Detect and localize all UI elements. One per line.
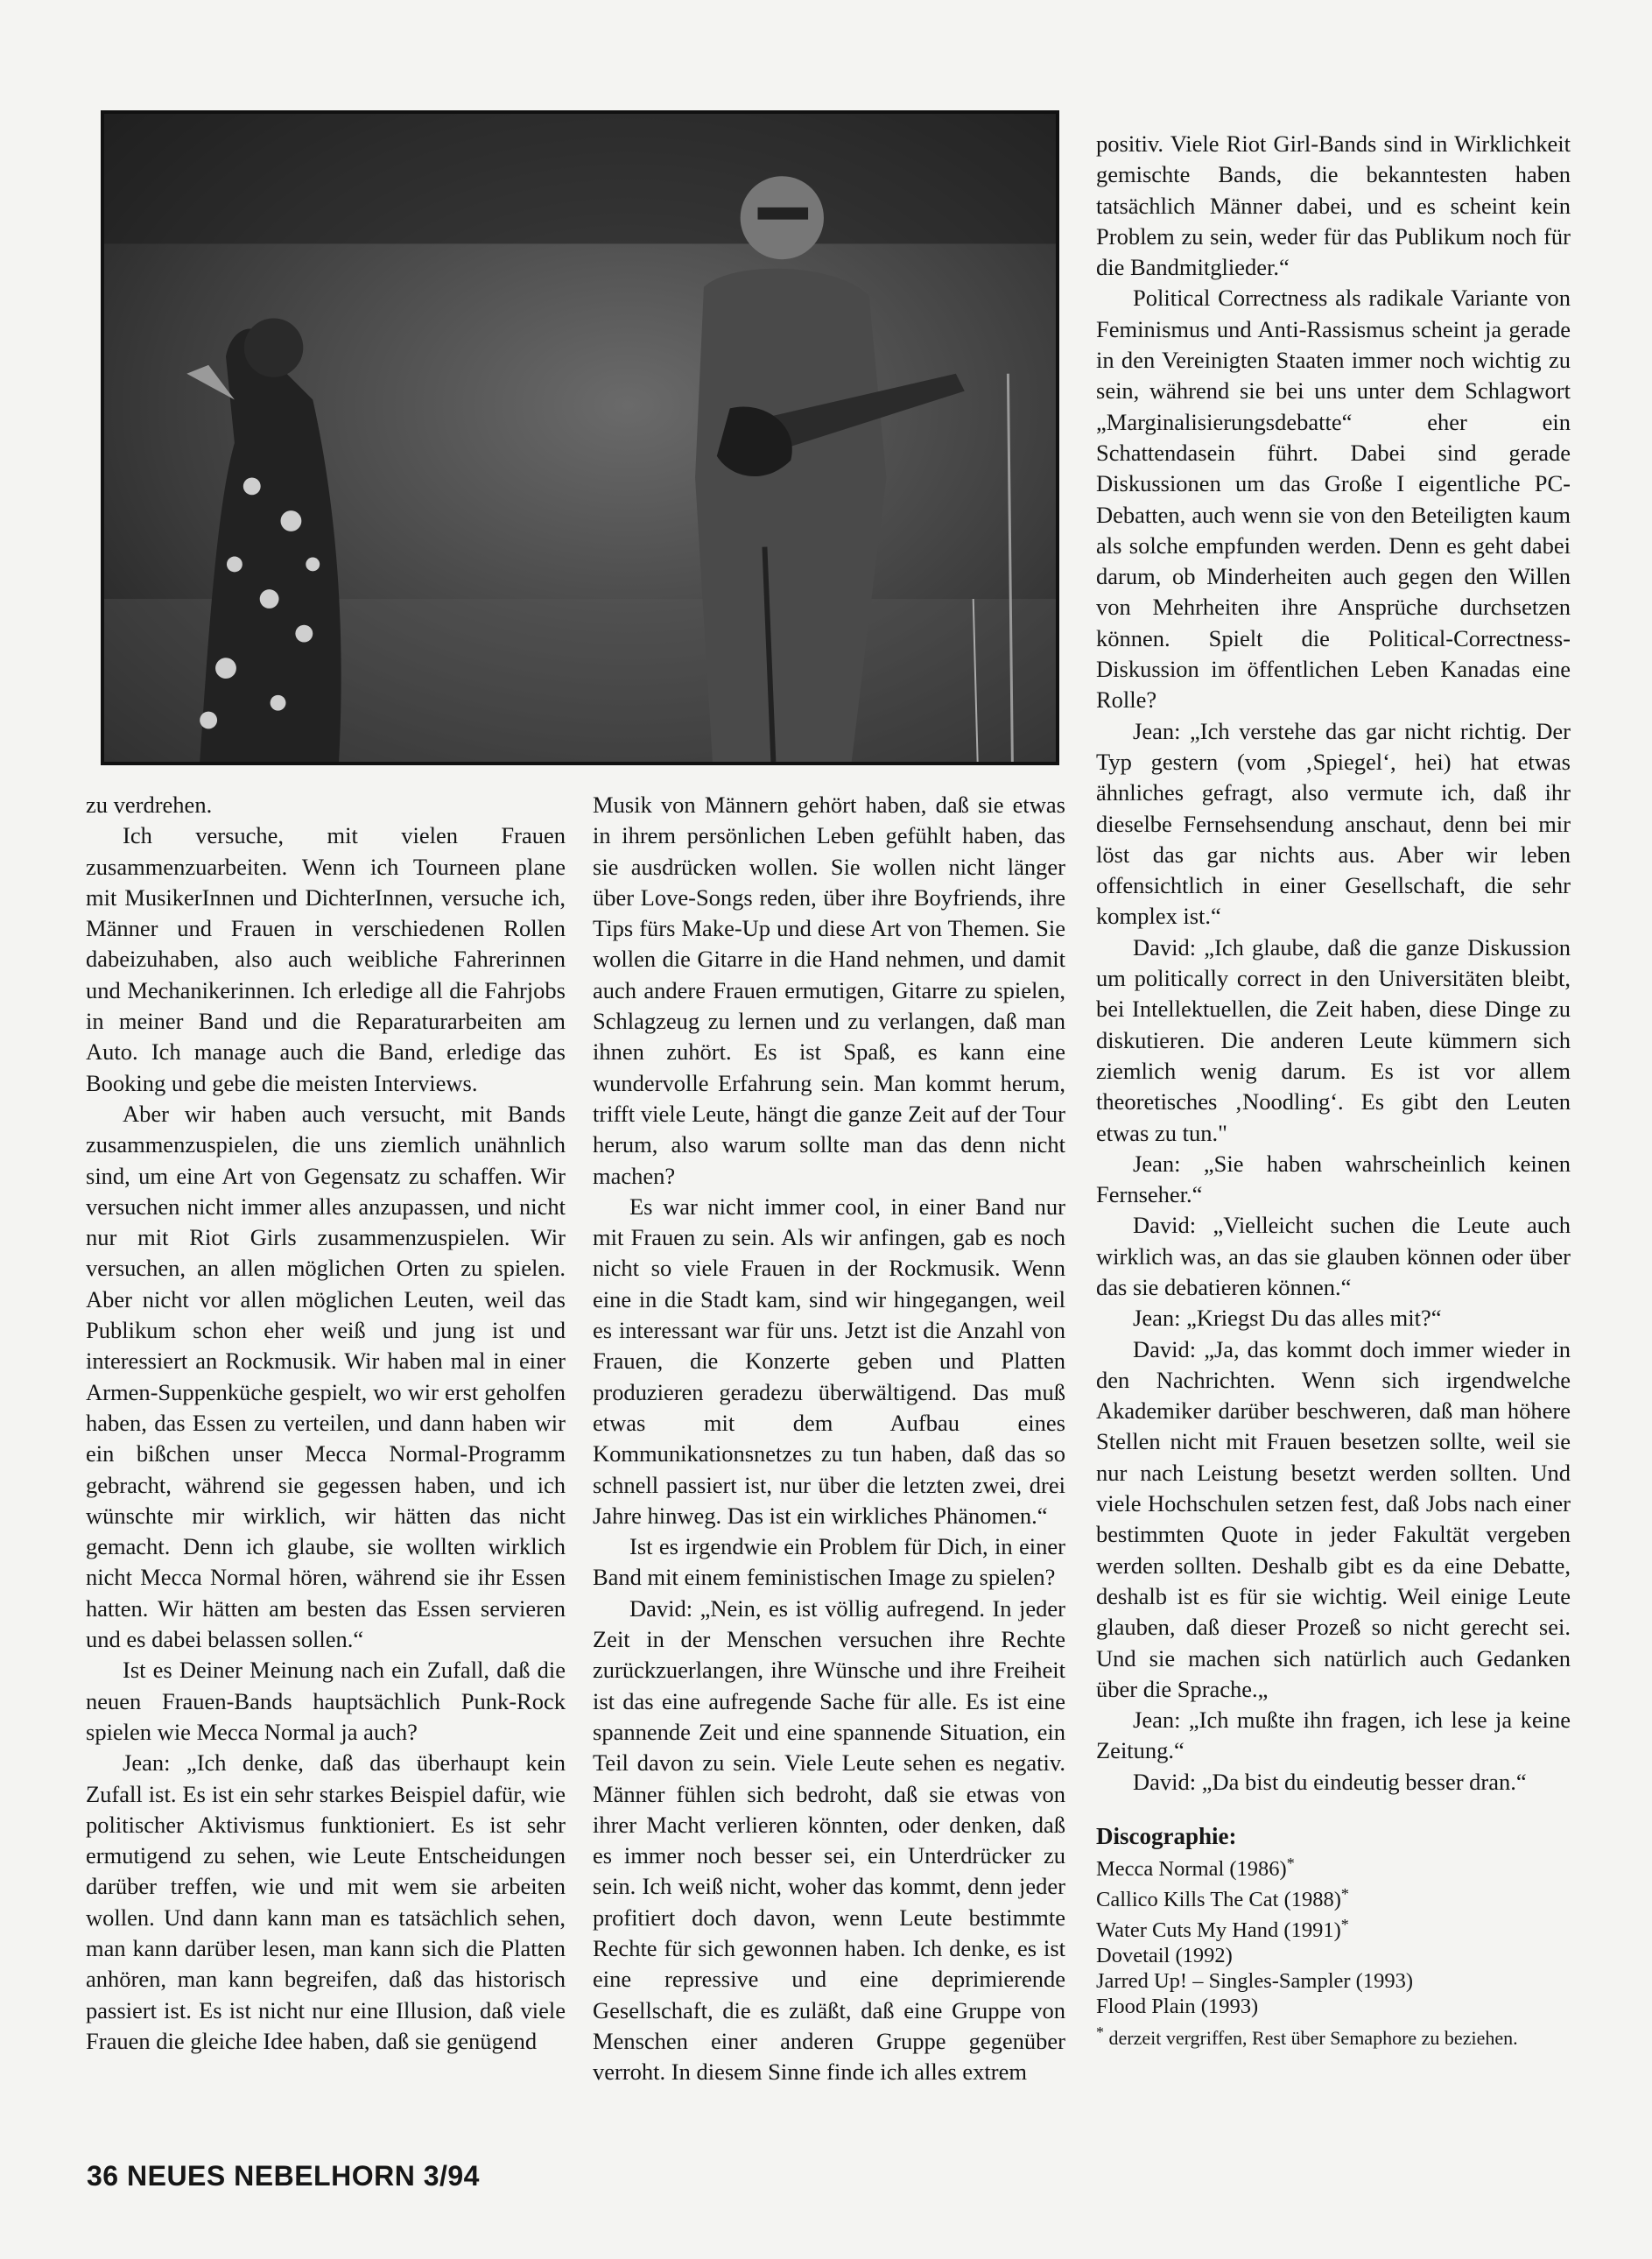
column-3 xyxy=(1096,129,1571,2050)
question: Ist es Deiner Meinung nach ein Zufall, daß die neuen Frauen-Bands hauptsächlich Punk-Rock spielen wie Mecca Normal ja auch? xyxy=(86,1657,566,1745)
discography-item xyxy=(1096,1968,1571,1994)
column-2 xyxy=(593,790,1065,2087)
discography-item-star: * xyxy=(1340,1885,1349,1904)
paragraph: Aber wir haben auch versucht, mit Bands zusammenzuspielen, die uns ziemlich unähnlich sind, um eine Art von Gegensatz zu schaffen. Wir versuchen nicht immer alles anzupassen, und nicht nur mit Riot Girls zusammenzuspielen. Wir versuchen, an allen möglichen Orten zu spielen. Aber nicht vor allen möglichen Leuten, weil das Publikum schon eher weiß und jung ist und interessiert an Rockmusik. Wir haben mal in einer Armen-Suppenküche gespielt, wo wir erst geholfen haben, das Essen zu verteilen, und dann haben wir ein bißchen unser Mecca Normal-Programm gebracht, während sie gegessen haben, und ich wünschte mir wirklich, wir hätten das nicht gemacht. Denn ich glaube, sie wollten wirklich nicht Mecca Normal hören, während sie ihr Essen hatten. Wir hätten am besten das Essen servieren und es dabei belassen sollen.“ xyxy=(86,1100,566,1653)
paragraph: Jean: „Kriegst Du das alles mit?“ xyxy=(1133,1305,1442,1332)
paragraph: David: „Vielleicht suchen die Leute auch wirklich was, an das sie glauben können oder über das sie debatieren können.“ xyxy=(1096,1212,1571,1300)
discography-item-text: Dovetail (1992) xyxy=(1096,1944,1233,1968)
page-footer: 36 NEUES NEBELHORN 3/94 xyxy=(87,2160,480,2192)
question: Political Correctness als radikale Variante von Feminismus und Anti-Rassismus scheint ja gerade in den Vereinigten Staaten immer noch wichtig zu sein, während sie bei uns unter dem Schlagwort „Marginalisierungsdebatte“ eher ein Schattendasein führt. Dabei sind gerade Diskussionen um das Große I eigentliche PC-Debatten, auch wenn sie von den Beteiligten kaum als solche empfunden werden. Denn es geht dabei darum, ob Minderheiten auch gegen den Willen von Mehrheiten ihre Ansprüche durchsetzen können. Spielt die Political-Correctness-Diskussion im öffentlichen Leben Kanadas eine Rolle? xyxy=(1096,285,1571,714)
discography-item xyxy=(1096,1882,1571,1912)
footnote-text: derzeit vergriffen, Rest über Semaphore zu beziehen. xyxy=(1104,2027,1518,2050)
paragraph: Jean: „Ich verstehe das gar nicht richtig. Der Typ gestern (vom ‚Spiegel‘, hei) hat etwas ähnliches gefragt, also vermute ich, daß ihr dieselbe Fernsehsendung anschaut, denn bei mir löst das gar nichts aus. Aber wir leben offensichtlich in einer Gesellschaft, die sehr komplex ist.“ xyxy=(1096,717,1571,930)
concert-photo xyxy=(101,110,1059,765)
paragraph: Ich versuche, mit vielen Frauen zusammenzuarbeiten. Wenn ich Tourneen plane mit MusikerInnen und DichterInnen, versuche ich, Männer und Frauen in verschiedenen Rollen dabeizuhaben, also auch weibliche Fahrerinnen und Mechanikerinnen. Ich erledige all die Fahrjobs in meiner Band und die Reparaturarbeiten am Auto. Ich manage auch die Band, erledige das Booking und gebe die meisten Interviews. xyxy=(86,822,566,1096)
discography-item-text: Flood Plain (1993) xyxy=(1096,1995,1259,2019)
discography-item-text: Jarred Up! – Singles-Sampler (1993) xyxy=(1096,1969,1413,1994)
paragraph: Musik von Männern gehört haben, daß sie etwas in ihrem persönlichen Leben gefühlt haben, das sie ausdrücken wollen. Sie wollen nicht länger über Love-Songs reden, über ihre Boyfriends, ihre Tips fürs Make-Up und diese Art von Themen. Sie wollen die Gitarre in die Hand nehmen, und damit auch andere Frauen ermutigen, Gitarre zu spielen, Schlagzeug zu lernen und zu verlangen, daß man ihnen zuhört. Es ist Spaß, es kann eine wundervolle Erfahrung sein. Man kommt herum, trifft viele Leute, hängt die ganze Zeit auf der Tour herum, also warum sollte man das denn nicht machen? xyxy=(593,792,1065,1189)
discography-item-text: Callico Kills The Cat (1988) xyxy=(1096,1888,1341,1912)
paragraph: David: „Ich glaube, daß die ganze Diskussion um politically correct in den Universitäten bleibt, bei Intellektuellen, die Zeit haben, diese Dinge zu diskutieren. Die anderen Leute kümmern sich ziemlich wenig darum. Es ist vor allem theoretisches ‚Noodling‘. Es gibt den Leuten etwas zu tun." xyxy=(1096,933,1571,1146)
footnote-star: * xyxy=(1096,2023,1104,2042)
concert-photo-graphic xyxy=(104,114,1056,762)
discography-item-text: Mecca Normal (1986) xyxy=(1096,1857,1287,1882)
paragraph: Jean: „Ich mußte ihn fragen, ich lese ja keine Zeitung.“ xyxy=(1096,1707,1571,1764)
paragraph: David: „Ja, das kommt doch immer wieder in den Nachrichten. Wenn sich irgendwelche Akademiker darüber beschweren, daß man höhere Stellen nicht mit Frauen besetzen sollte, weil sie nur nach Leistung besetzt werden sollten. Und viele Hochschulen setzen fest, daß Jobs nach einer bestimmten Quote in jeder Fakultät vergeben werden sollten. Deshalb gibt es da eine Debatte, deshalb ist es für sie wichtig. Weil einige Leute glauben, daß dieser Prozeß so nicht gerecht sei. Und sie machen sich natürlich auch Gedanken über die Sprache.„ xyxy=(1096,1335,1571,1702)
discography-item-star: * xyxy=(1340,1916,1349,1934)
paragraph: positiv. Viele Riot Girl-Bands sind in Wirklichkeit gemischte Bands, die bekanntesten haben tatsächlich Männer dabei, und es scheint kein Problem zu sein, weder für das Publikum noch für die Bandmitglieder.“ xyxy=(1096,130,1571,281)
paragraph: Jean: „Sie haben wahrscheinlich keinen Fernseher.“ xyxy=(1096,1150,1571,1208)
discography-item xyxy=(1096,1912,1571,1943)
discography-item xyxy=(1096,1994,1571,2019)
paragraph: David: „Nein, es ist völlig aufregend. In jeder Zeit in der Menschen versuchen ihre Rechte zurückzuerlangen, ihre Wünsche und ihre Freiheit ist das eine aufregende Sache für alle. Es ist eine spannende Zeit und eine spannende Situation, ein Teil davon zu sein. Viele Leute sehen es negativ. Männer fühlen sich bedroht, daß sie etwas von ihrer Macht verlieren könnten, oder denken, daß es immer noch besser sei, ein Unterdrücker zu sein. Ich weiß nicht, woher das kommt, denn jeder profitiert doch davon, wenn Leute bestimmte Rechte für sich gewonnen haben. Ich denke, es ist eine repressive und eine deprimierende Gesellschaft, die es zuläßt, daß eine Gruppe von Menschen einer anderen Gruppe gegenüber verroht. In diesem Sinne finde ich alles extrem xyxy=(593,1594,1065,2086)
discography-item xyxy=(1096,1851,1571,1882)
discography xyxy=(1096,1824,1571,2050)
paragraph: Es war nicht immer cool, in einer Band nur mit Frauen zu sein. Als wir anfingen, gab es noch nicht so viele Frauen in der Rockmusik. Wenn eine in die Stadt kam, sind wir hingegangen, weil es interessant war für uns. Jetzt ist die Anzahl von Frauen, die Konzerte geben und Platten produzieren geradezu überwältigend. Das muß etwas mit dem Aufbau eines Kommunikationsnetzes zu tun haben, daß das so schnell passiert ist, nur über die letzten zwei, drei Jahre hinweg. Das ist ein wirkliches Phänomen.“ xyxy=(593,1193,1065,1529)
discography-footnote xyxy=(1096,2021,1571,2050)
paragraph: David: „Da bist du eindeutig besser dran.“ xyxy=(1133,1768,1527,1795)
paragraph: zu verdrehen. xyxy=(86,792,213,818)
column-1 xyxy=(86,790,566,2057)
discography-item-star: * xyxy=(1286,1854,1295,1873)
discography-item xyxy=(1096,1943,1571,1968)
question: Ist es irgendwie ein Problem für Dich, in einer Band mit einem feministischen Image zu spielen? xyxy=(593,1533,1065,1591)
discography-item-text: Water Cuts My Hand (1991) xyxy=(1096,1918,1341,1943)
paragraph: Jean: „Ich denke, daß das überhaupt kein Zufall ist. Es ist ein sehr starkes Beispiel dafür, wie politischer Aktivismus funktioniert. Es ist sehr ermutigend zu sehen, wie Leute Entscheidungen darüber treffen, wie und mit wem sie arbeiten wollen. Und dann kann man es tatsächlich sehen, man kann darüber lesen, man kann sich die Platten anhören, man kann begreifen, daß das historisch passiert ist. Es ist nicht nur eine Illusion, daß viele Frauen die gleiche Idee haben, daß sie genügend xyxy=(86,1749,566,2054)
discography-title: Discographie: xyxy=(1096,1823,1237,1850)
